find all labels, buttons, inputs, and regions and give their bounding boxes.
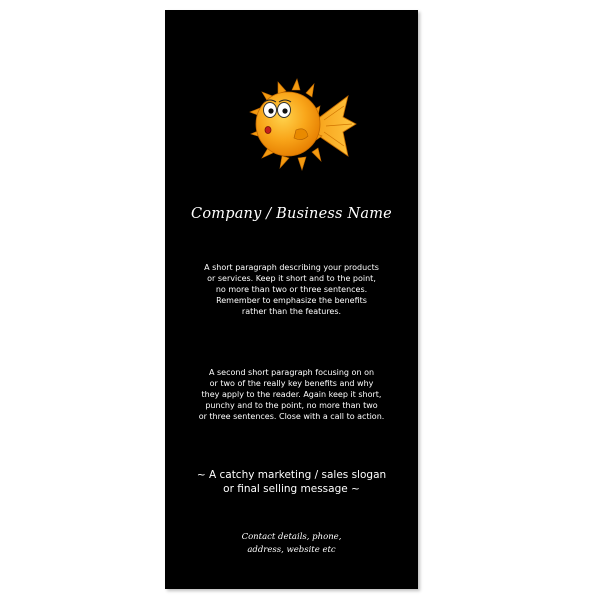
- benefits-paragraph: [165, 367, 418, 422]
- rack-card: [165, 10, 418, 589]
- paragraph-line: no more than two or three sentences.: [215, 285, 368, 294]
- paragraph-line: rather than the features.: [241, 307, 342, 316]
- paragraph-line: or three sentences. Close with a call to action.: [198, 412, 385, 421]
- intro-paragraph: [165, 262, 418, 317]
- paragraph-line: or services. Keep it short and to the point,: [207, 274, 376, 283]
- paragraph-line: they apply to the reader. Again keep it short,: [201, 390, 382, 399]
- slogan: [165, 468, 418, 496]
- paragraph-line: A short paragraph describing your products: [204, 263, 379, 272]
- paragraph-line: A second short paragraph focusing on on: [208, 368, 375, 377]
- slogan-line: or final selling message ~: [223, 483, 360, 495]
- paragraph-line: Remember to emphasize the benefits: [216, 296, 367, 305]
- pufferfish-icon: [248, 72, 358, 182]
- company-name: Company / Business Name: [191, 206, 392, 222]
- slogan-line: ~ A catchy marketing / sales slogan: [196, 469, 387, 481]
- contact-line: address, website etc: [247, 545, 336, 555]
- paragraph-line: or two of the really key benefits and why: [209, 379, 374, 388]
- contact-details: [165, 531, 418, 557]
- paragraph-line: punchy and to the point, no more than two: [205, 401, 378, 410]
- contact-line: Contact details, phone,: [241, 532, 342, 542]
